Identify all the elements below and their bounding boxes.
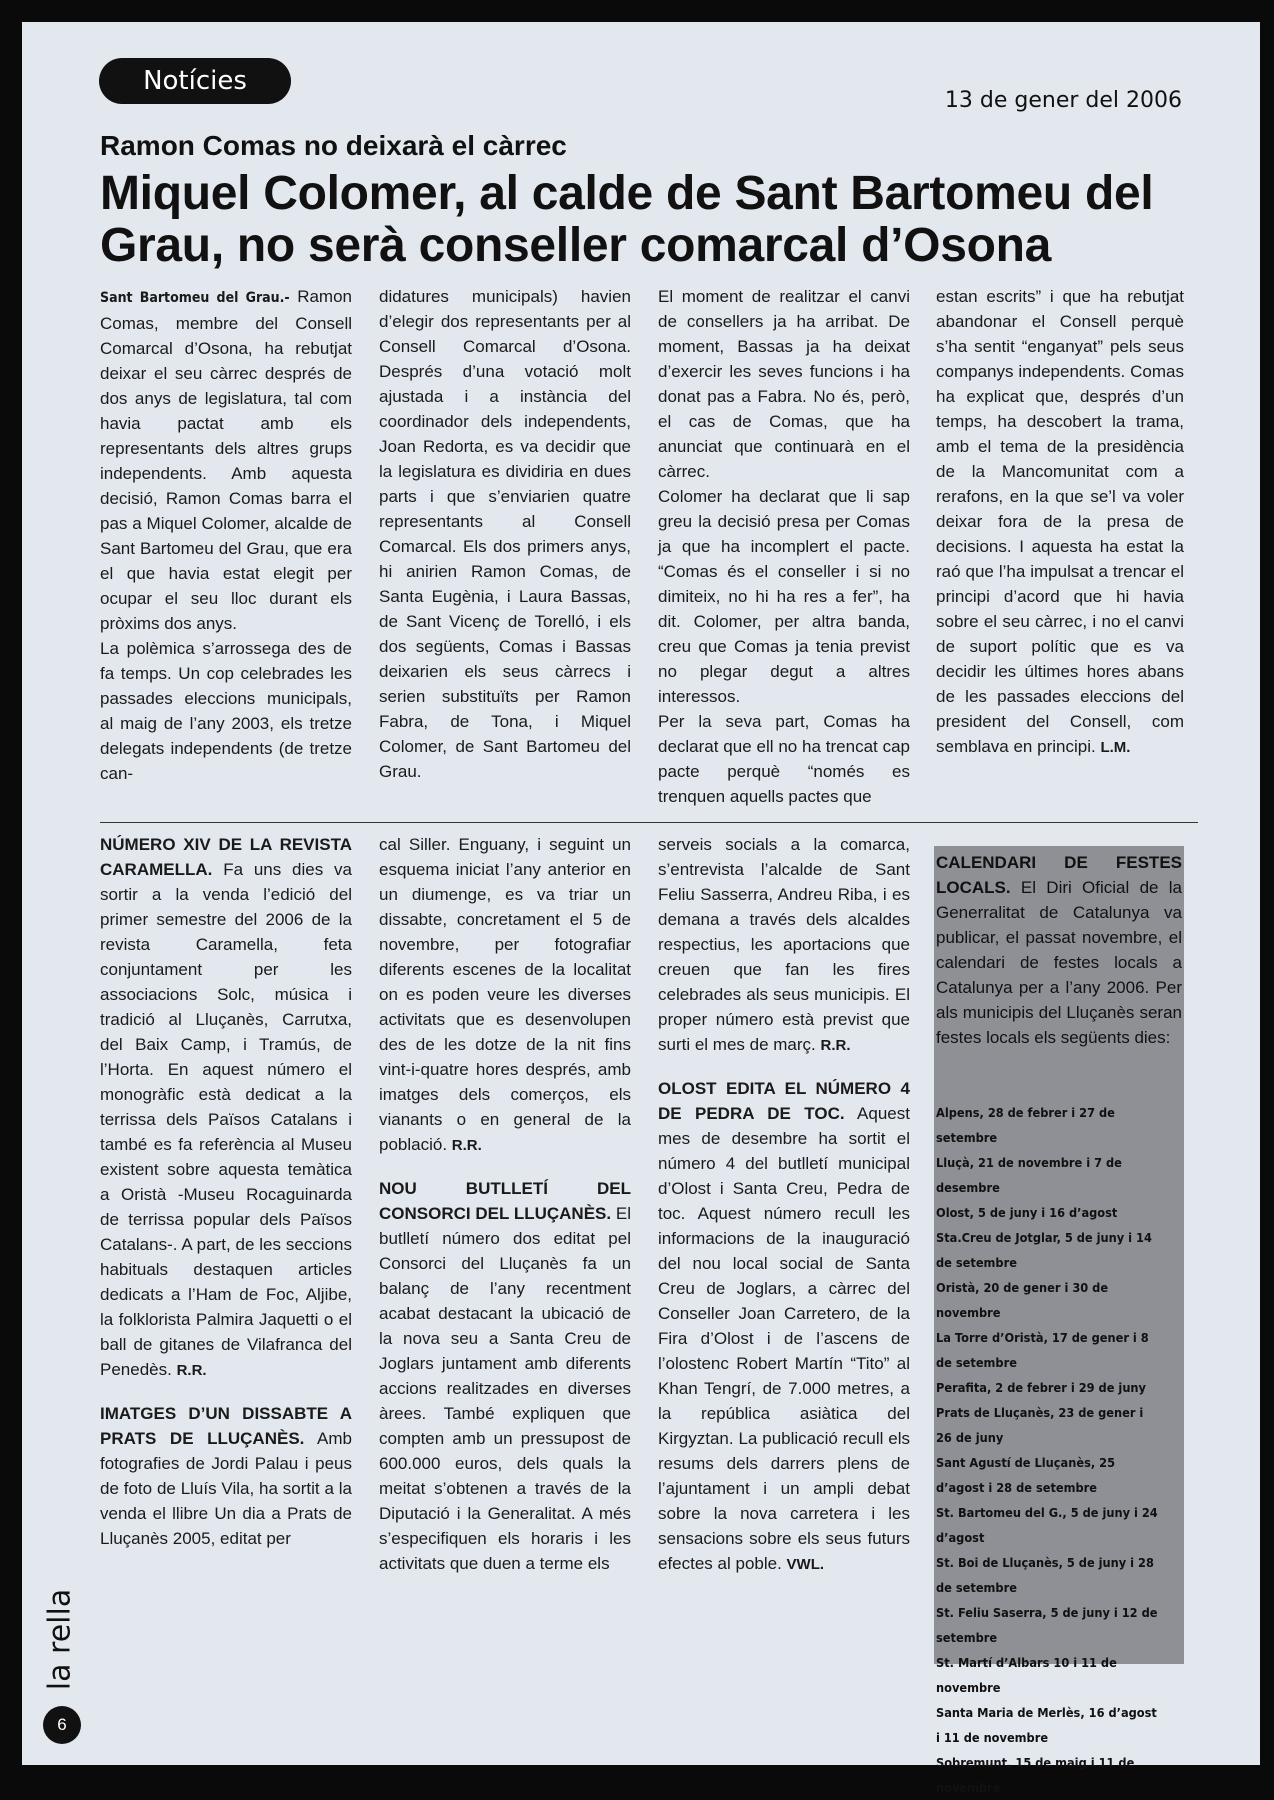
article-paragraph: didatures municipals) havien d’elegir dos representants per al Consell Comarcal d’Osona. Després d’una votació molt ajustada i a instància del coordinador dels independents, Joan Redorta, es va decidir que la legislatura es dividiria en dues parts i que s’enviarien quatre representants al Consell Comarcal. Els dos primers anys, hi anirien Ramon Comas, de Santa Eugènia, i Laura Bassas, de Sant Vicenç de Torelló, i els dos següents, Comas i Bassas deixarien els seus càrrecs i serien substituïts per Ramon Fabra, de Tona, i Miquel Colomer, de Sant Bartomeu del Grau. (379, 287, 631, 781)
brief-signature: R.R. (820, 1037, 851, 1054)
brief-signature: R.R. (176, 1362, 207, 1379)
article-paragraph: El moment de realitzar el canvi de consellers ja ha arribat. De moment, Bassas ja ha deixat d’exercir les seves funcions i ha donat pas a Fabra. No és, però, el cas de Comas, que ha anunciat que continuarà en el càrrec. (658, 287, 910, 481)
brief-title: OLOST EDITA EL NÚMERO 4 DE PEDRA DE TOC. (658, 1079, 910, 1123)
article-paragraph: estan escrits” i que ha rebutjat abandonar el Consell perquè s’ha sentit “enganyat” pels seus companys independents. Comas ha explicat que, després d’un temps, ha descobert la trama, amb el tema de la presidència de la Mancomunitat com a rerafons, en la que se’l va voler deixar fora de la presa de decisions. I aquesta ha estat la raó que l’ha impulsat a trencar el principi d’acord que hi havia sobre el seu càrrec, i no el canvi de suport polític que es va decidir les últimes hores abans de les passades eleccions del president del Consell, com semblava en principi. L.M. (936, 287, 1184, 756)
calendar-item: Olost, 5 de juny i 16 d’agost (936, 1205, 1118, 1220)
publication-label: la rella (42, 1588, 78, 1691)
article-headline: Miquel Colomer, al calde de Sant Bartomeu del Grau, no serà conseller comarcal d’Osona (100, 167, 1154, 272)
brief-title: NÚMERO XIV DE LA REVISTA CARAMELLA. (100, 835, 352, 879)
calendar-item: St. Bartomeu del G., 5 de juny i 24 d’agost (936, 1505, 1158, 1545)
brief-title: IMATGES D’UN DISSABTE A PRATS DE LLUÇANÈS. (100, 1404, 352, 1448)
briefs-column-1 (100, 832, 352, 1551)
calendar-item: Sobremunt, 15 de maig i 11 de novembre (936, 1755, 1135, 1795)
section-divider (100, 822, 1198, 823)
newspaper-page (22, 22, 1260, 1795)
briefs-column-3 (658, 832, 910, 1577)
calendar-item: St. Martí d’Albars 10 i 11 de novembre (936, 1655, 1117, 1695)
calendar-item: Lluçà, 21 de novembre i 7 de desembre (936, 1155, 1122, 1195)
brief-olost: OLOST EDITA EL NÚMERO 4 DE PEDRA DE TOC. Aquest mes de desembre ha sortit el número 4 del butlletí municipal d’Olost i Santa Creu, Pedra de toc. Aquest número recull les informacions de la inauguració del nou local social de Santa Creu de Joglars, a càrrec del Conseller Joan Carretero, de la Fira d’Olost i de l’ascens de l’olostenc Robert Martín “Tito” al Khan Tengrí, de 7.000 metres, a la república asiàtica del Kirgyztan. La publicació recull els resums dels darrers plens de l’ajuntament i un ampli debat sobre la nova carretera i les sensacions sobre els seus futurs efectes al poble. VWL. (658, 1079, 910, 1573)
article-column-4 (936, 284, 1184, 760)
calendar-item: La Torre d’Oristà, 17 de gener i 8 de setembre (936, 1330, 1149, 1370)
calendar-item: Alpens, 28 de febrer i 27 de setembre (936, 1105, 1115, 1145)
article-column-1 (100, 284, 352, 786)
calendar-item: Perafita, 2 de febrer i 29 de juny (936, 1380, 1146, 1395)
brief-signature: R.R. (451, 1137, 482, 1154)
brief-title: NOU BUTLLETÍ DEL CONSORCI DEL LLUÇANÈS. (379, 1179, 631, 1223)
article-paragraph: Sant Bartomeu del Grau.- Ramon Comas, membre del Consell Comarcal d’Osona, ha rebutjat deixar el seu càrrec després de dos anys de legislatura, tal com havia pactat amb els representants dels altres grups independents. Amb aquesta decisió, Ramon Comas barra el pas a Miquel Colomer, alcalde de Sant Bartomeu del Grau, que era el que havia estat elegit per ocupar el seu lloc durant els pròxims dos anys. (100, 287, 352, 633)
brief-consorci-cont: serveis socials a la comarca, s’entrevista l’alcalde de Sant Feliu Sasserra, Andreu Riba, i es demana a través dels alcaldes respectius, les aportacions que creuen que fan les fires celebrades als seus municipis. El proper número està previst que surti el mes de març. R.R. (658, 835, 910, 1054)
calendar-item: St. Boi de Lluçanès, 5 de juny i 28 de setembre (936, 1555, 1154, 1595)
brief-consorci: NOU BUTLLETÍ DEL CONSORCI DEL LLUÇANÈS. El butlletí número dos editat pel Consorci del Lluçanès fa un balanç de l’any recentment acabat destacant la ubicació de la nova seu a Santa Creu de Joglars juntament amb diferents accions realitzades en diverses àrees. També expliquen que compten amb un pressupost de 600.000 euros, dels quals la meitat s’obtenen a través de la Diputació i la Generalitat. A més s’especifiquen els horaris i les activitats que duen a terme els (379, 1179, 631, 1573)
calendar-title: CALENDARI DE FESTES LOCALS. (936, 853, 1182, 897)
issue-date: 13 de gener del 2006 (944, 88, 1182, 113)
article-kicker: Ramon Comas no deixarà el càrrec (100, 130, 567, 161)
brief-imatges: IMATGES D’UN DISSABTE A PRATS DE LLUÇANÈS. Amb fotografies de Jordi Palau i peus de foto de Lluís Vila, ha sortit a la venda el llibre Un dia a Prats de Lluçanès 2005, editat per (100, 1404, 352, 1548)
calendar-item: Sta.Creu de Jotglar, 5 de juny i 14 de setembre (936, 1230, 1152, 1270)
calendar-item: Santa Maria de Merlès, 16 d’agost i 11 de novembre (936, 1705, 1157, 1745)
calendar-item: Oristà, 20 de gener i 30 de novembre (936, 1280, 1109, 1320)
article-paragraph: Colomer ha declarat que li sap greu la decisió presa per Comas ja que ha incomplert el pacte. “Comas és el conseller i si no dimiteix, no hi ha res a fer”, ha dit. Colomer, per altra banda, creu que Comas ja tenia previst no plegar degut a altres interessos. (658, 487, 910, 706)
article-column-2 (379, 284, 631, 784)
article-column-3 (658, 284, 910, 809)
calendar-item: Prats de Lluçanès, 23 de gener i 26 de juny (936, 1405, 1144, 1445)
section-tag: Notícies (99, 58, 291, 104)
calendar-item: St. Feliu Saserra, 5 de juny i 12 de setembre (936, 1605, 1158, 1645)
article-paragraph: Per la seva part, Comas ha declarat que ell no ha trencat cap pacte perquè “només es trenquen aquells pactes que (658, 712, 910, 806)
calendar-list (936, 1100, 1162, 1800)
brief-signature: VWL. (786, 1556, 825, 1573)
article-paragraph: La polèmica s’arrossega des de fa temps. Un cop celebrades les passades eleccions municipals, al maig de l’any 2003, els tretze delegats independents (de tretze can- (100, 639, 352, 783)
dateline: Sant Bartomeu del Grau.- (100, 290, 290, 306)
brief-caramella: NÚMERO XIV DE LA REVISTA CARAMELLA. Fa uns dies va sortir a la venda l’edició del primer semestre del 2006 de la revista Caramella, feta conjuntament per les associacions Solc, música i tradició al Lluçanès, Carrutxa, del Baix Camp, i Tramús, de l’Horta. En aquest número el monogràfic està dedicat a la terrissa dels Països Catalans i també es fa referència al Museu existent sobre aquesta temàtica a Oristà -Museu Rocaguinarda de terrissa popular dels Països Catalans-. A part, de les seccions habituals destaquen articles dedicats a l’Ham de Foc, Aljibe, la folklorista Palmira Jaquetti o el ball de gitanes de Vilafranca del Penedès. R.R. (100, 835, 352, 1379)
article-signature: L.M. (1100, 739, 1131, 756)
brief-imatges-cont: cal Siller. Enguany, i seguint un esquema iniciat l’any anterior en un diumenge, es va triar un dissabte, concretament el 5 de novembre, per fotografiar diferents escenes de la localitat on es poden veure les diverses activitats que es desenvolupen des de les dotze de la nit fins vint-i-quatre hores després, amb imatges dels comerços, els vianants o en general de la població. R.R. (379, 835, 631, 1154)
briefs-column-2 (379, 832, 631, 1576)
calendar-intro: CALENDARI DE FESTES LOCALS. El Diri Oficial de la Generralitat de Catalunya va publicar, el passat novembre, el calendari de festes locals a Catalunya per a l’any 2006. Per als municipis del Lluçanès seran festes locals els següents dies: (936, 853, 1182, 1047)
page-number: 6 (43, 1706, 81, 1744)
calendar-item: Sant Agustí de Lluçanès, 25 d’agost i 28 de setembre (936, 1455, 1116, 1495)
